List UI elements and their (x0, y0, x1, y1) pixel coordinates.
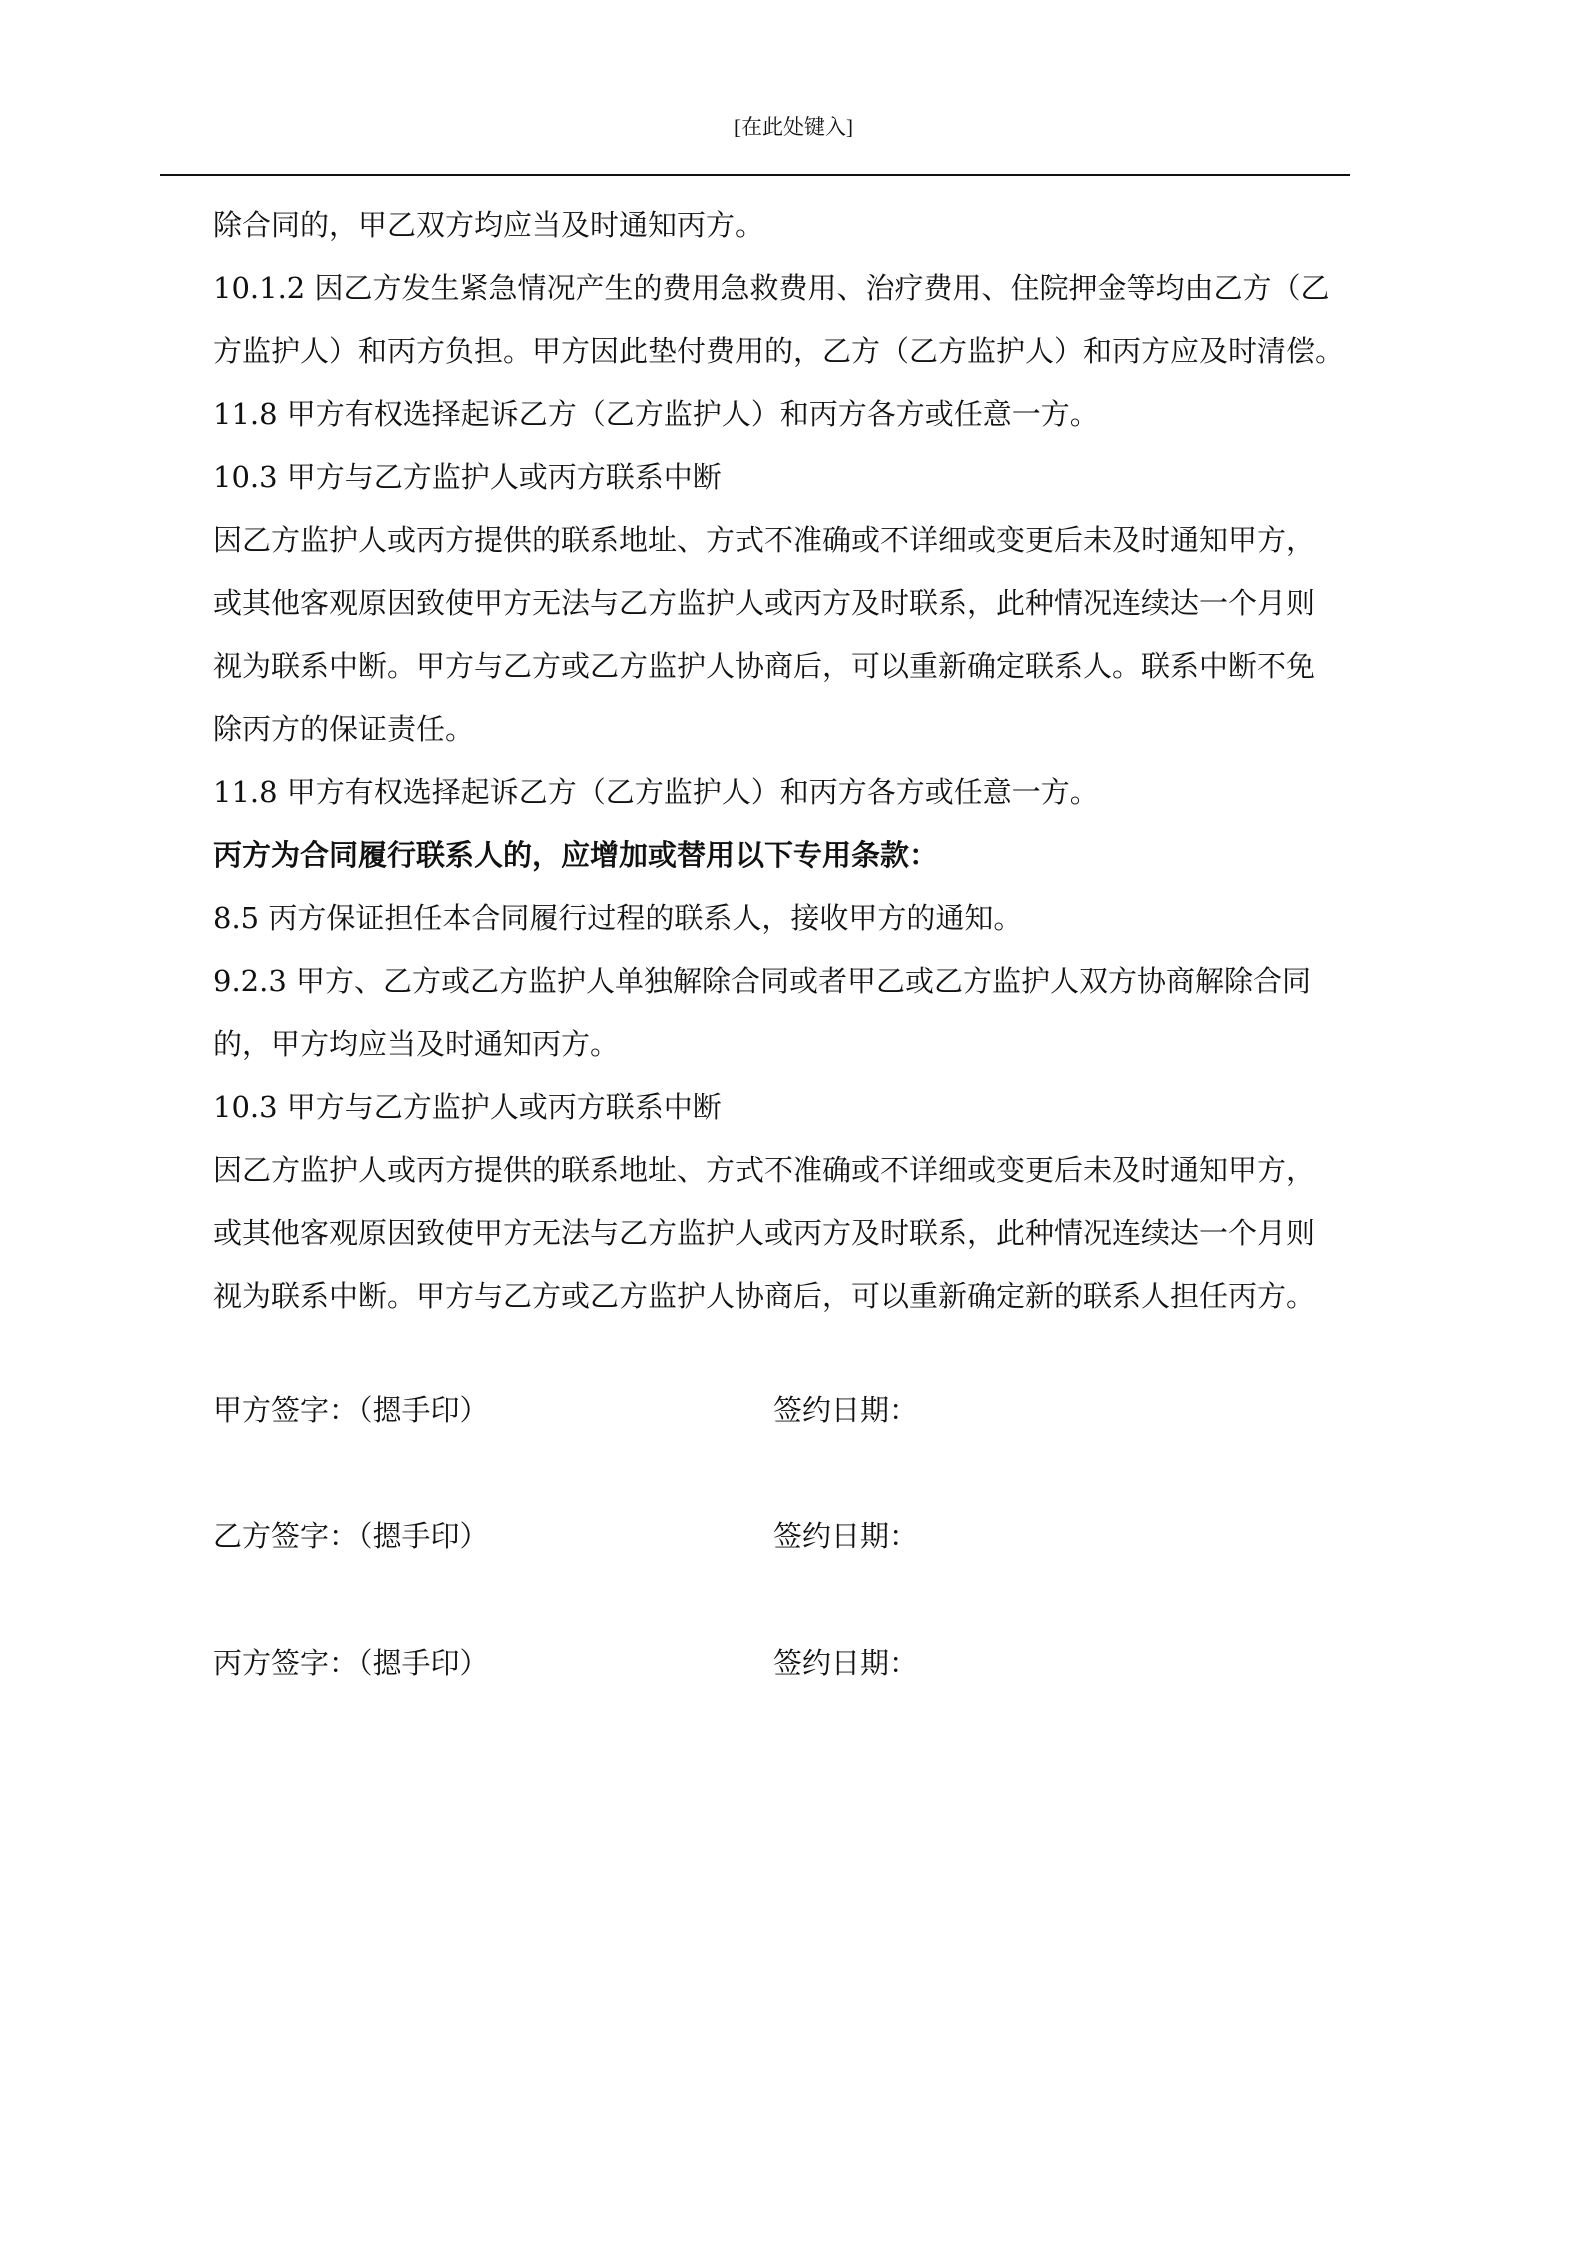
sign-date-label: 签约日期： (773, 1519, 919, 1553)
body-line: 因乙方监护人或丙方提供的联系地址、方式不准确或不详细或变更后未及时通知甲方， (213, 523, 1316, 557)
signature-label: 丙方签字：（摁手印） (213, 1646, 489, 1680)
body-line: 视为联系中断。甲方与乙方或乙方监护人协商后，可以重新确定新的联系人担任丙方。 (213, 1279, 1316, 1313)
section-heading: 丙方为合同履行联系人的，应增加或替用以下专用条款： (213, 838, 939, 872)
signature-row-party-a (213, 1390, 1413, 1430)
body-line: 10.1.2 因乙方发生紧急情况产生的费用急救费用、治疗费用、住院押金等均由乙方（乙 (213, 271, 1330, 305)
contract-body (213, 194, 1423, 1328)
body-line: 10.3 甲方与乙方监护人或丙方联系中断 (213, 1090, 722, 1124)
signature-label: 乙方签字：（摁手印） (213, 1519, 489, 1553)
body-line: 11.8 甲方有权选择起诉乙方（乙方监护人）和丙方各方或任意一方。 (213, 397, 1099, 431)
header-divider (160, 174, 1350, 176)
body-line: 或其他客观原因致使甲方无法与乙方监护人或丙方及时联系，此种情况连续达一个月则 (213, 586, 1316, 620)
body-line: 9.2.3 甲方、乙方或乙方监护人单独解除合同或者甲乙或乙方监护人双方协商解除合同 (213, 964, 1312, 998)
body-line: 8.5 丙方保证担任本合同履行过程的联系人，接收甲方的通知。 (213, 901, 1023, 935)
body-line: 视为联系中断。甲方与乙方或乙方监护人协商后，可以重新确定联系人。联系中断不免 (213, 649, 1316, 683)
body-line: 10.3 甲方与乙方监护人或丙方联系中断 (213, 460, 722, 494)
body-line: 方监护人）和丙方负担。甲方因此垫付费用的，乙方（乙方监护人）和丙方应及时清偿。 (213, 334, 1345, 368)
signature-row-party-c (213, 1643, 1413, 1683)
body-line: 的，甲方均应当及时通知丙方。 (213, 1027, 620, 1061)
sign-date-label: 签约日期： (773, 1646, 919, 1680)
body-line: 除丙方的保证责任。 (213, 712, 475, 746)
signature-row-party-b (213, 1516, 1413, 1556)
signature-label: 甲方签字：（摁手印） (213, 1393, 489, 1427)
body-line: 11.8 甲方有权选择起诉乙方（乙方监护人）和丙方各方或任意一方。 (213, 775, 1099, 809)
body-line: 除合同的，甲乙双方均应当及时通知丙方。 (213, 208, 765, 242)
header-placeholder: [在此处键入] (734, 115, 853, 139)
body-line: 或其他客观原因致使甲方无法与乙方监护人或丙方及时联系，此种情况连续达一个月则 (213, 1216, 1316, 1250)
body-line: 因乙方监护人或丙方提供的联系地址、方式不准确或不详细或变更后未及时通知甲方， (213, 1153, 1316, 1187)
sign-date-label: 签约日期： (773, 1393, 919, 1427)
